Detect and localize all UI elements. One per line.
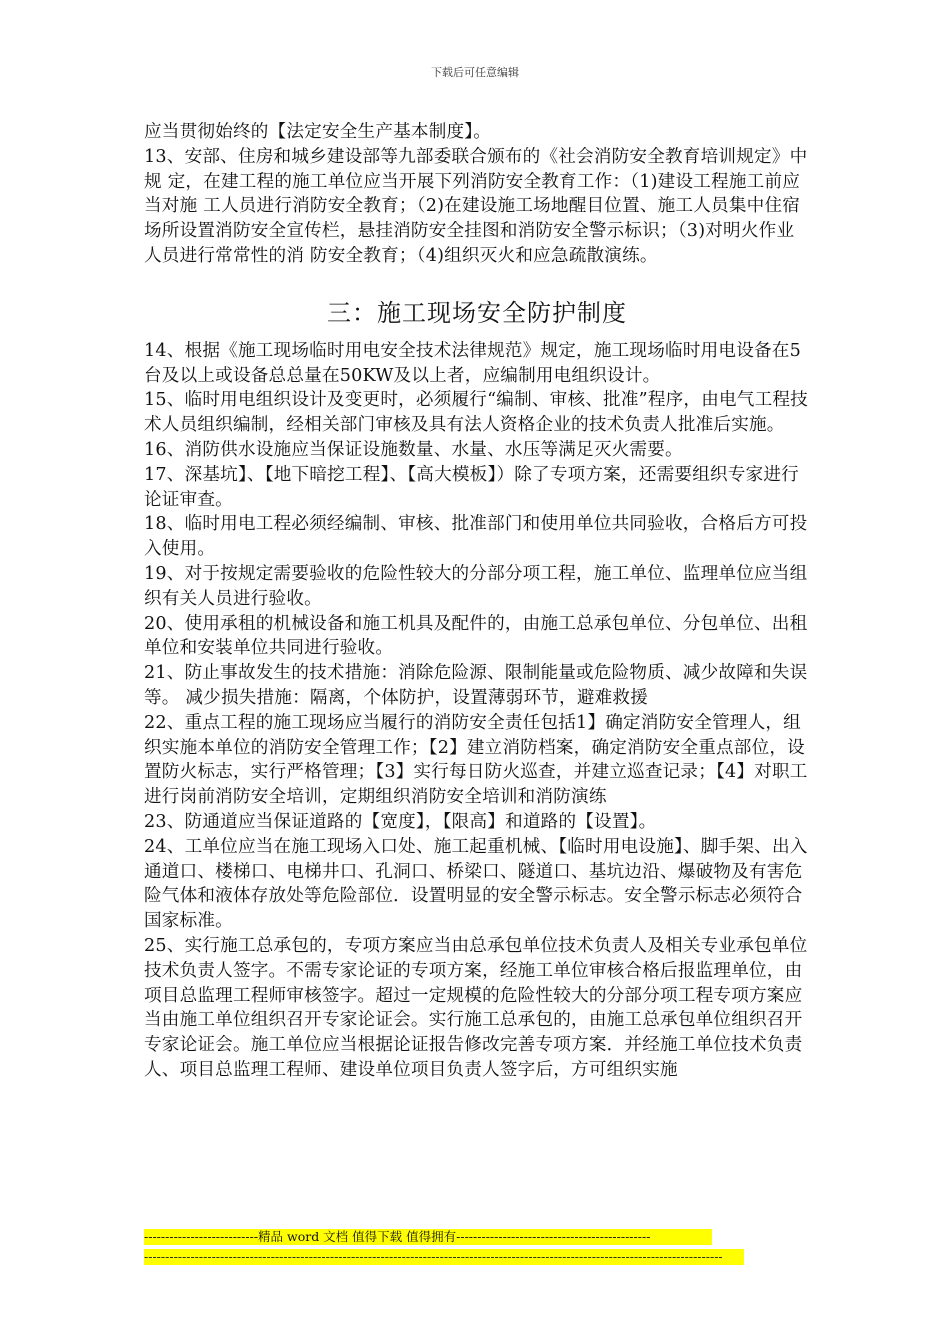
paragraph: 17、深基坑】、【地下暗挖工程】、【高大模板】）除了专项方案，还需要组织专家进行论证审查。 bbox=[144, 464, 799, 510]
section-title: 三：施工现场安全防护制度 bbox=[327, 298, 627, 327]
page-header: 下载后可任意编辑 bbox=[431, 66, 519, 79]
paragraph: 25、实行施工总承包的，专项方案应当由总承包单位技术负责人及相关专业承包单位技术负责人签字。不需专家论证的专项方案，经施工单位审核合格后报监理单位，由项目总监理工程师审核签字。超过一定规模的危险性较大的分部分项工程专项方案应当由施工单位组织召开专家论证会。实行施工总承包的，由施工总承包单位组织召开专家论证会。施工单位应当根据论证报告修改完善专项方案．并经施工单位技术负责人、项目总监理工程师、建设单位项目负责人签字后，方可组织实施 bbox=[144, 935, 808, 1080]
paragraph: 13、安部、住房和城乡建设部等九部委联合颁布的《社会消防安全教育培训规定》中规 定，在建工程的施工单位应当开展下列消防安全教育工作：（1)建设工程施工前应当对施 工人员进行消防安全教育；（2)在建设施工场地醒目位置、施工人员集中住宿场所设置消防安全宣传栏，悬挂消防安全挂图和消防安全警示标识；（3)对明火作业人员进行常常性的消 防安全教育；（4)组织灭火和应急疏散演练。 bbox=[144, 146, 808, 266]
paragraph: 16、消防供水设施应当保证设施数量、水量、水压等满足灭火需要。 bbox=[144, 439, 683, 460]
paragraph: 21、防止事故发生的技术措施：消除危险源、限制能量或危险物质、减少故障和失误等。 减少损失措施：隔离，个体防护，设置薄弱环节，避难救援 bbox=[144, 663, 808, 708]
footer-rule: ----------------------------------------------------------------------------------------------------------------------------------------- bbox=[144, 1249, 744, 1265]
paragraph: 14、根据《施工现场临时用电安全技术法律规范》规定，施工现场临时用电设备在5台及以上或设备总总量在50KW及以上者，应编制用电组织设计。 bbox=[144, 340, 801, 386]
paragraph: 22、重点工程的施工现场应当履行的消防安全责任包括1】确定消防安全管理人，组织实施本单位的消防安全管理工作；【2】建立消防档案，确定消防安全重点部位，设置防火标志，实行严格管理；【3】实行每日防火巡查，并建立巡查记录；【4】对职工进行岗前消防安全培训，定期组织消防安全培训和消防演练 bbox=[144, 712, 808, 808]
document-body bbox=[144, 120, 810, 1083]
paragraph: 20、使用承租的机械设备和施工机具及配件的，由施工总承包单位、分包单位、出租单位和安装单位共同进行验收。 bbox=[144, 613, 808, 659]
paragraph: 18、临时用电工程必须经编制、审核、批准部门和使用单位共同验收，合格后方可投入使用。 bbox=[144, 514, 808, 560]
paragraph: 23、防通道应当保证道路的【宽度】，【限高】和道路的【设置】。 bbox=[144, 811, 657, 832]
paragraph: 15、临时用电组织设计及变更时，必须履行“编制、审核、批准”程序，由电气工程技术人员组织编制，经相关部门审核及具有法人资格企业的技术负责人批准后实施。 bbox=[144, 390, 808, 436]
paragraph: 应当贯彻始终的【法定安全生产基本制度】。 bbox=[144, 122, 492, 142]
paragraph: 24、工单位应当在施工现场入口处、施工起重机械、【临时用电设施】、脚手架、出入通道口、楼梯口、电梯井口、孔洞口、桥梁口、隧道口、基坑边沿、爆破物及有害危险气体和液体存放处等危险部位．设置明显的安全警示标志。安全警示标志必须符合国家标准。 bbox=[144, 836, 808, 932]
footer-banner: ---------------------------精品 word 文档 值得下载 值得拥有---------------------------------------------- bbox=[144, 1229, 712, 1245]
paragraph: 19、对于按规定需要验收的危险性较大的分部分项工程，施工单位、监理单位应当组织有关人员进行验收。 bbox=[144, 563, 808, 609]
page-footer bbox=[144, 1229, 744, 1265]
